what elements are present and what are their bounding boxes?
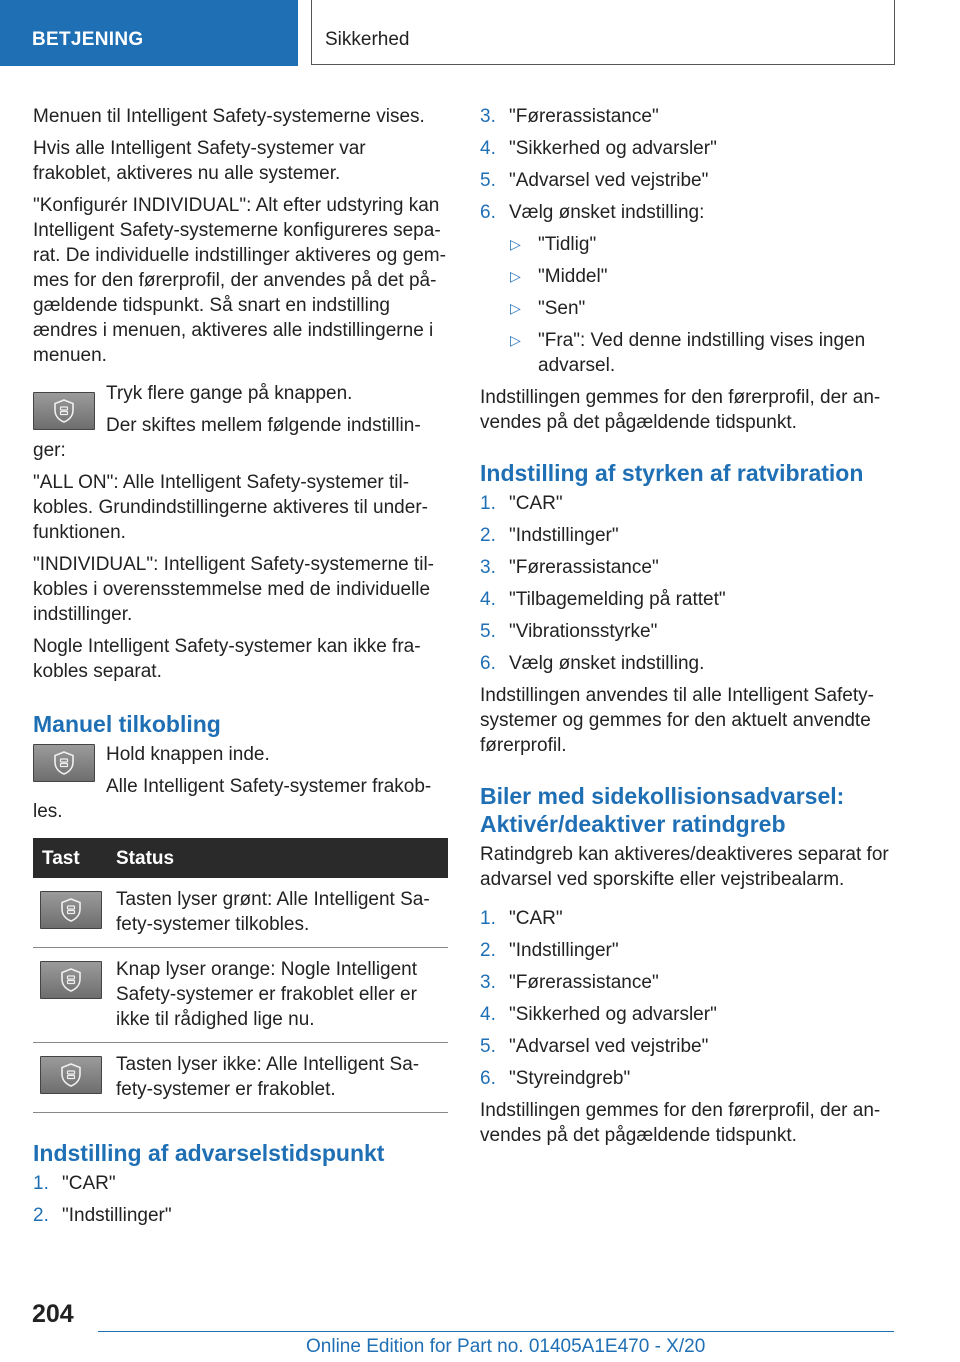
page-number: 204 [32,1300,74,1328]
list-item: ▷ "Sen" [510,298,586,319]
hold-text: Hold knappen inde. [106,744,270,765]
paragraph: Indstillingen gemmes for den førerprofil, der an-vendes på det pågældende tidspunkt. [480,387,881,433]
list-item: ▷ "Tidlig" [510,234,597,255]
triangle-right-icon: ▷ [510,300,521,316]
heading-timing: Indstilling af advarselstidspunkt [33,1140,385,1166]
paragraph: Ratindgreb kan aktiveres/deaktiveres separat for advarsel ved sporskifte eller vejstribealarm. [480,844,889,890]
triangle-right-icon: ▷ [510,332,521,348]
list-item: 6. Vælg ønsket indstilling: [480,202,705,223]
paragraph: Der skiftes mellem følgende indstillin-ger: [33,415,421,461]
list-item: 1. "CAR" [480,908,563,929]
list-item: 3. "Førerassistance" [480,106,659,127]
right-column [480,104,892,1155]
status-text: Knap lyser orange: Nogle Intelligent Safety-systemer er frakoblet eller er ikke til rådighed lige nu. [116,948,448,1043]
heading-vibration: Indstilling af styrken af ratvibration [480,460,864,486]
section-title: BETJENING [32,29,144,50]
paragraph: Hvis alle Intelligent Safety-systemer var frakoblet, aktiveres nu alle systemer. [33,138,366,184]
footer-divider [98,1331,894,1332]
safety-button-icon [40,891,102,929]
table-row [33,878,448,948]
safety-button-icon [40,1056,102,1094]
list-item: 4. "Sikkerhed og advarsler" [480,138,717,159]
list-item: 2. "Indstillinger" [33,1205,172,1226]
list-item: 3. "Førerassistance" [480,972,659,993]
vibration-steps [480,491,892,676]
paragraph: Alle Intelligent Safety-systemer frakob-les. [33,776,432,822]
timing-steps-cont [480,104,892,225]
list-item: 4. "Tilbagemelding på rattet" [480,589,726,610]
paragraph: "INDIVIDUAL": Intelligent Safety-systemerne til-kobles i overensstemmelse med de individuelle indstillinger. [33,554,435,625]
paragraph: "ALL ON": Alle Intelligent Safety-systemer til-kobles. Grundindstillingerne aktiveres til under-funktionen. [33,472,428,543]
list-item: ▷ "Fra": Ved denne indstilling vises ingen advarsel. [510,330,866,376]
status-text: Tasten lyser ikke: Alle Intelligent Sa-fety-systemer er frakoblet. [116,1043,448,1113]
list-item: 1. "CAR" [33,1173,116,1194]
paragraph: Indstillingen anvendes til alle Intelligent Safety-systemer og gemmes for den aktuelt anvendte førerprofil. [480,685,874,756]
paragraph: Menuen til Intelligent Safety-systemerne vises. [33,106,425,127]
triangle-right-icon: ▷ [510,268,521,284]
paragraph: Nogle Intelligent Safety-systemer kan ikke fra-kobles separat. [33,636,421,682]
table-header-row [33,838,448,878]
press-button-row [33,381,448,439]
list-item: 2. "Indstillinger" [480,940,619,961]
paragraph: Indstillingen gemmes for den førerprofil, der an-vendes på det pågældende tidspunkt. [480,1100,881,1146]
list-item: 4. "Sikkerhed og advarsler" [480,1004,717,1025]
triangle-right-icon: ▷ [510,236,521,252]
list-item: 5. "Advarsel ved vejstribe" [480,170,709,191]
list-item: 5. "Vibrationsstyrke" [480,621,658,642]
steering-steps [480,906,892,1091]
heading-manual: Manuel tilkobling [33,711,221,737]
col-status: Status [116,838,448,878]
table-row [33,948,448,1043]
edition-footer: Online Edition for Part no. 01405A1E470 - X/20 [306,1336,706,1357]
timing-options [480,232,892,378]
hold-button-row [33,742,448,800]
list-item: 5. "Advarsel ved vejstribe" [480,1036,709,1057]
safety-button-icon [33,392,95,430]
status-text: Tasten lyser grønt: Alle Intelligent Sa-fety-systemer tilkobles. [116,878,448,948]
list-item: 6. "Styreindgreb" [480,1068,631,1089]
safety-button-icon [33,744,95,782]
col-tast: Tast [33,838,116,878]
chapter-title: Sikkerhed [325,29,410,50]
list-item: 1. "CAR" [480,493,563,514]
safety-button-icon [40,961,102,999]
timing-steps [33,1171,448,1228]
list-item: 6. Vælg ønsket indstilling. [480,653,705,674]
press-text: Tryk flere gange på knappen. [106,383,353,404]
list-item: 2. "Indstillinger" [480,525,619,546]
chapter-tab [311,0,895,65]
status-table [33,838,448,1113]
list-item: ▷ "Middel" [510,266,608,287]
heading-steering: Biler med sidekollisionsadvarsel: Aktivér/deaktiver ratindgreb [480,783,845,837]
list-item: 3. "Førerassistance" [480,557,659,578]
table-row [33,1043,448,1113]
paragraph: "Konfigurér INDIVIDUAL": Alt efter udstyring kan Intelligent Safety-systemerne konfigureres sepa-rat. De individuelle indstillinger aktiveres og gem-mes for den førerprofil, der anvendes på det på-gældende tidspunkt. Så snart en indstilling ændres i menuen, aktiveres alle indstillingerne i menuen. [33,195,446,366]
section-tab [0,0,298,66]
left-column [33,104,448,1235]
